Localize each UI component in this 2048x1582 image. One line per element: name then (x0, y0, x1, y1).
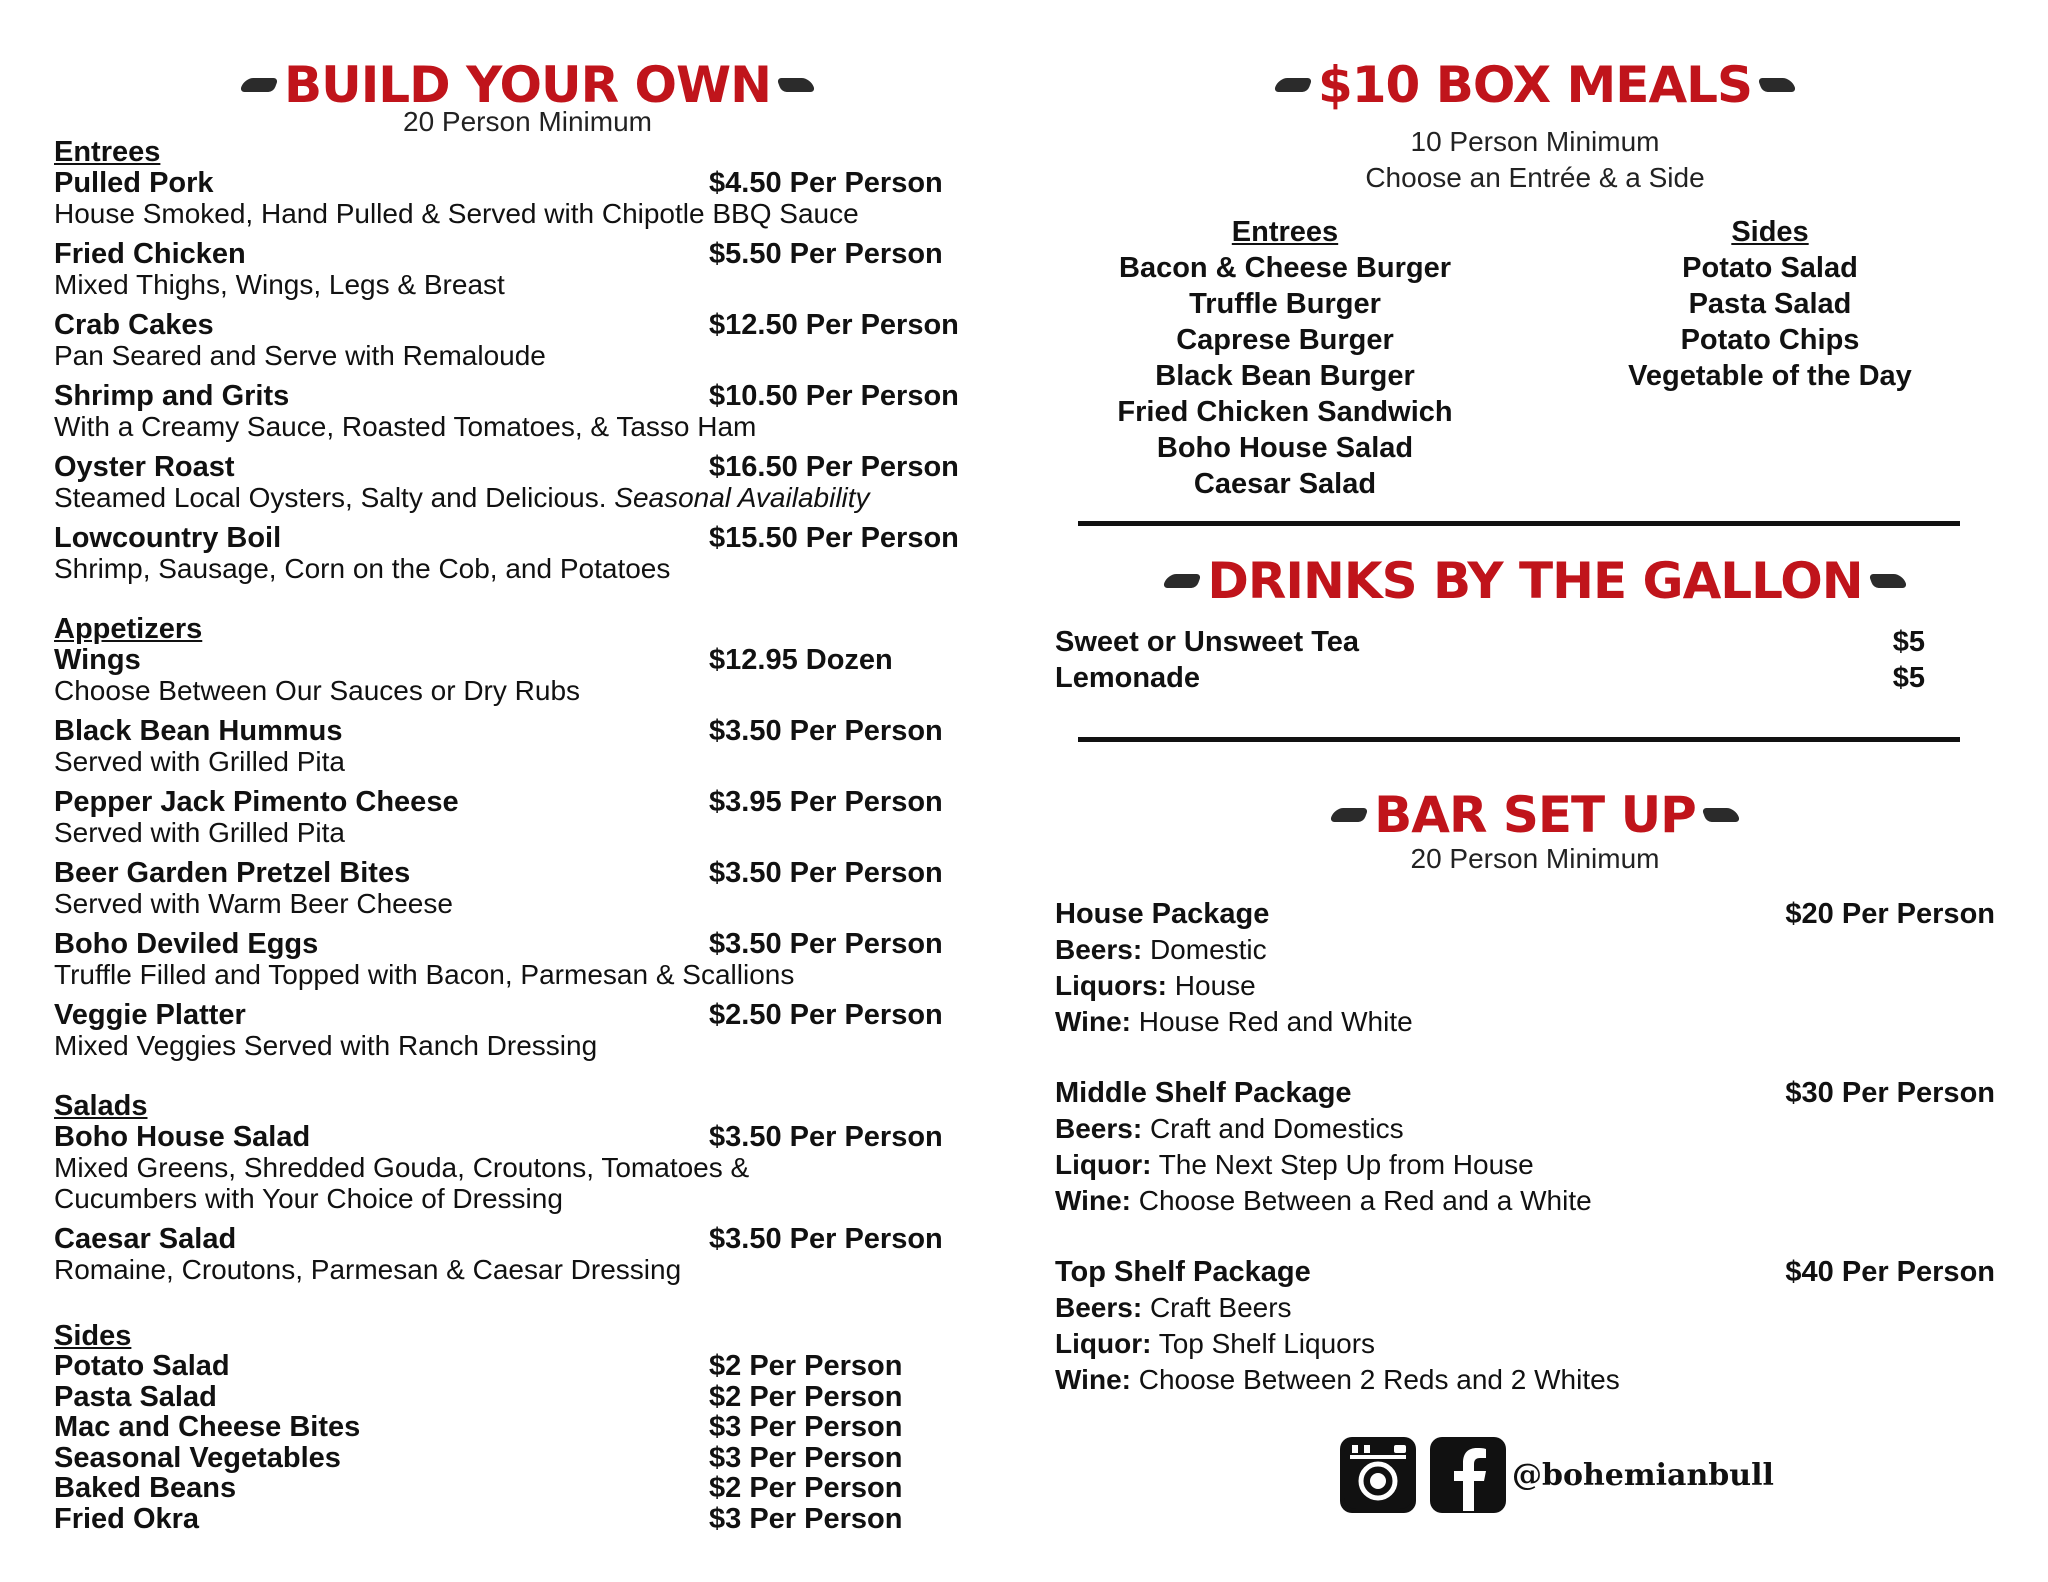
package-line-value: Craft Beers (1142, 1292, 1292, 1323)
item-price: $3.95 Per Person (709, 786, 943, 818)
facebook-icon[interactable] (1430, 1437, 1506, 1513)
package-line-value: Choose Between a Red and a White (1130, 1185, 1592, 1216)
package-price: $40 Per Person (1785, 1256, 1995, 1288)
package-line (1055, 1364, 1620, 1396)
side-price: $3 Per Person (709, 1441, 903, 1474)
box-entree-item: Caprese Burger (1176, 324, 1394, 356)
salads-label: Salads (54, 1090, 148, 1122)
side-item (54, 1411, 954, 1442)
package-line (1055, 1113, 1404, 1145)
item-name: Black Bean Hummus (54, 715, 343, 747)
box-meals-entrees-column (1085, 214, 1485, 502)
box-entree-item: Black Bean Burger (1155, 360, 1415, 392)
package-line (1055, 1006, 1413, 1038)
arrow-left-icon (1163, 574, 1202, 588)
box-side-item: Vegetable of the Day (1628, 360, 1912, 392)
arrow-right-icon (1757, 78, 1796, 92)
package-line-key: Liquors: (1055, 970, 1167, 1001)
divider-2 (1078, 737, 1960, 742)
item-description: With a Creamy Sauce, Roasted Tomatoes, & Tasso Ham (54, 411, 757, 442)
box-side-item: Potato Chips (1680, 324, 1860, 356)
item-price: $4.50 Per Person (709, 167, 943, 199)
side-name: Pasta Salad (54, 1380, 217, 1413)
package-line (1055, 1185, 1592, 1217)
bar-subtitle: 20 Person Minimum (1410, 843, 1660, 874)
item-name: Caesar Salad (54, 1223, 237, 1255)
package-name: Top Shelf Package (1055, 1256, 1311, 1288)
side-name: Baked Beans (54, 1472, 237, 1504)
box-meals-sides-column (1570, 214, 1970, 394)
drink-price: $5 (1892, 626, 1925, 658)
arrow-left-icon (239, 78, 278, 92)
item-description: Served with Grilled Pita (54, 817, 346, 848)
item-price: $15.50 Per Person (709, 522, 959, 554)
item-price: $3.50 Per Person (709, 857, 943, 889)
item-description-line: Romaine, Croutons, Parmesan & Caesar Dressing (54, 1254, 682, 1285)
box-entree-item: Boho House Salad (1156, 432, 1414, 464)
box-entree-item: Bacon & Cheese Burger (1119, 252, 1451, 284)
package-line-value: Choose Between 2 Reds and 2 Whites (1130, 1364, 1620, 1395)
appetizers-label: Appetizers (54, 613, 203, 645)
build-your-own-title: BUILD YOUR OWN (283, 56, 772, 114)
item-price: $10.50 Per Person (709, 380, 959, 412)
package-line (1055, 934, 1267, 966)
side-item (54, 1350, 954, 1381)
side-item (54, 1442, 954, 1473)
social-links (1340, 1435, 1774, 1515)
item-price: $16.50 Per Person (709, 451, 959, 483)
arrow-left-icon (1273, 78, 1312, 92)
package-line (1055, 1292, 1292, 1324)
side-price: $2 Per Person (709, 1350, 903, 1382)
item-description: Served with Grilled Pita (54, 746, 346, 777)
item-name: Boho Deviled Eggs (54, 928, 319, 960)
item-description: Truffle Filled and Topped with Bacon, Parmesan & Scallions (54, 959, 795, 990)
bar-heading (1055, 782, 2015, 848)
item-name: Boho House Salad (54, 1121, 311, 1153)
package-line-value: The Next Step Up from House (1151, 1149, 1534, 1180)
package-line-key: Beers: (1055, 1292, 1143, 1323)
item-description: Choose Between Our Sauces or Dry Rubs (54, 675, 581, 706)
side-item (54, 1472, 954, 1503)
divider-1 (1078, 521, 1960, 526)
item-name: Pulled Pork (54, 167, 214, 199)
package-name: House Package (1055, 898, 1270, 930)
package-line (1055, 1149, 1534, 1181)
item-description-line: Mixed Greens, Shredded Gouda, Croutons, Tomatoes & (54, 1152, 750, 1183)
package-line-key: Liquor: (1055, 1328, 1152, 1359)
item-description: Mixed Veggies Served with Ranch Dressing (54, 1030, 598, 1061)
package-line-key: Beers: (1055, 934, 1143, 965)
side-price: $2 Per Person (709, 1472, 903, 1504)
item-description (54, 1254, 681, 1285)
box-sides-label: Sides (1731, 216, 1809, 248)
side-name: Seasonal Vegetables (54, 1441, 341, 1474)
arrow-left-icon (1330, 808, 1369, 822)
item-name: Shrimp and Grits (54, 380, 290, 412)
item-description: Served with Warm Beer Cheese (54, 888, 453, 919)
package-line (1055, 970, 1256, 1002)
side-price: $3 Per Person (709, 1502, 903, 1535)
item-price: $3.50 Per Person (709, 1121, 943, 1153)
box-side-item: Potato Salad (1682, 252, 1858, 284)
side-name: Mac and Cheese Bites (54, 1411, 361, 1443)
item-name: Oyster Roast (54, 451, 235, 483)
item-description: Steamed Local Oysters, Salty and Delicious. Seasonal Availability (54, 482, 870, 513)
package-line-value: House Red and White (1130, 1006, 1413, 1037)
drinks-heading (1055, 548, 2015, 614)
item-price: $2.50 Per Person (709, 999, 943, 1031)
package-price: $20 Per Person (1785, 898, 1995, 930)
drink-item (1055, 662, 1925, 698)
drink-name: Lemonade (1055, 662, 1201, 694)
build-your-own-subtitle: 20 Person Minimum (403, 106, 652, 137)
side-item (54, 1503, 954, 1534)
arrow-right-icon (776, 78, 815, 92)
item-price: $3.50 Per Person (709, 1223, 943, 1255)
package-line-value: Top Shelf Liquors (1151, 1328, 1376, 1359)
item-note: Seasonal Availability (614, 482, 870, 513)
package-line-key: Wine: (1055, 1006, 1131, 1037)
package-line (1055, 1328, 1375, 1360)
box-meals-heading (1055, 52, 2015, 118)
box-entree-item: Fried Chicken Sandwich (1117, 396, 1453, 428)
box-entree-item: Caesar Salad (1193, 468, 1377, 500)
package-line-key: Beers: (1055, 1113, 1143, 1144)
item-description-line: Cucumbers with Your Choice of Dressing (54, 1183, 563, 1214)
box-side-item: Pasta Salad (1688, 288, 1852, 320)
item-description (54, 1152, 749, 1214)
package-line-key: Wine: (1055, 1185, 1131, 1216)
box-meals-subtitle-1: 10 Person Minimum (1410, 126, 1660, 157)
box-entrees-label: Entrees (1231, 216, 1339, 248)
package-line-key: Liquor: (1055, 1149, 1152, 1180)
arrow-right-icon (1701, 808, 1740, 822)
side-price: $2 Per Person (709, 1380, 903, 1413)
item-price: $12.95 Dozen (709, 644, 893, 676)
package-line-value: Domestic (1142, 934, 1267, 965)
package-price: $30 Per Person (1785, 1077, 1995, 1109)
drink-price: $5 (1892, 662, 1925, 694)
package-name: Middle Shelf Package (1055, 1077, 1352, 1109)
side-name: Potato Salad (54, 1350, 230, 1382)
item-description: Mixed Thighs, Wings, Legs & Breast (54, 269, 505, 300)
side-price: $3 Per Person (709, 1411, 903, 1443)
side-item (54, 1381, 954, 1412)
package-line-key: Wine: (1055, 1364, 1131, 1395)
box-meals-title: $10 BOX MEALS (1317, 56, 1753, 114)
bar-title: BAR SET UP (1374, 786, 1696, 844)
item-name: Lowcountry Boil (54, 522, 282, 554)
box-entrees-list (1085, 250, 1485, 502)
drinks-title: DRINKS BY THE GALLON (1207, 552, 1863, 610)
drink-name: Sweet or Unsweet Tea (1055, 626, 1360, 658)
item-name: Veggie Platter (54, 999, 246, 1031)
item-name: Wings (54, 644, 141, 676)
item-name: Fried Chicken (54, 238, 246, 270)
item-price: $3.50 Per Person (709, 715, 943, 747)
box-sides-list (1570, 250, 1970, 394)
item-description: Pan Seared and Serve with Remaloude (54, 340, 546, 371)
box-entree-item: Truffle Burger (1189, 288, 1381, 320)
instagram-icon[interactable] (1340, 1437, 1416, 1513)
item-name: Pepper Jack Pimento Cheese (54, 786, 459, 818)
arrow-right-icon (1868, 574, 1907, 588)
sides-label: Sides (54, 1320, 132, 1352)
item-description: House Smoked, Hand Pulled & Served with Chipotle BBQ Sauce (54, 198, 859, 229)
package-line-value: Craft and Domestics (1142, 1113, 1404, 1144)
item-price: $3.50 Per Person (709, 928, 943, 960)
item-price: $5.50 Per Person (709, 238, 943, 270)
item-name: Crab Cakes (54, 309, 214, 341)
item-name: Beer Garden Pretzel Bites (54, 857, 411, 889)
side-name: Fried Okra (54, 1502, 200, 1535)
item-description: Shrimp, Sausage, Corn on the Cob, and Potatoes (54, 553, 671, 584)
drink-item (1055, 626, 1925, 662)
entrees-label: Entrees (54, 136, 161, 168)
social-handle[interactable]: @bohemianbull (1512, 1457, 1774, 1493)
item-price: $12.50 Per Person (709, 309, 959, 341)
box-meals-subtitle-2: Choose an Entrée & a Side (1365, 162, 1705, 193)
package-line-value: House (1167, 970, 1256, 1001)
